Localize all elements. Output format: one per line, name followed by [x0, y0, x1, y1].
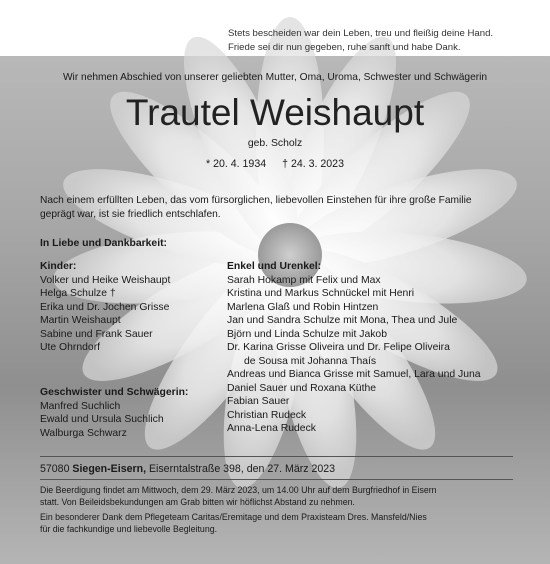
- memorial-verse: [228, 27, 493, 54]
- city: Siegen-Eisern,: [72, 463, 147, 475]
- list-item: Jan und Sandra Schulze mit Mona, Thea und Jule: [227, 315, 458, 326]
- list-item: Sabine und Frank Sauer: [40, 328, 153, 340]
- list-item: Björn und Linda Schulze mit Jakob: [227, 328, 387, 340]
- list-item: Sarah Hokamp mit Felix und Max: [227, 274, 381, 286]
- life-dates: [0, 157, 550, 171]
- children-list: [40, 260, 170, 355]
- list-item: Daniel Sauer und Roxana Küthe: [227, 382, 377, 394]
- divider: [40, 456, 513, 457]
- list-item: Helga Schulze †: [40, 288, 116, 299]
- address-line: [40, 462, 335, 476]
- death-date: † 24. 3. 2023: [282, 158, 344, 170]
- thanks-note: [40, 511, 427, 535]
- list-item: Fabian Sauer: [227, 396, 290, 407]
- verse-line: Stets bescheiden war dein Leben, treu und fleißig deine Hand.: [228, 28, 494, 39]
- divider: [40, 479, 513, 480]
- siblings-list: [40, 386, 188, 440]
- list-item: Christian Rudeck: [227, 409, 307, 421]
- grandchildren-list: [227, 260, 481, 436]
- maiden-name: geb. Scholz: [247, 138, 303, 149]
- postal-code: 57080: [40, 463, 70, 475]
- tribute-line: geprägt war, ist sie friedlich entschlafen.: [40, 209, 221, 220]
- note-line: für die fachkundige und liebevolle Begleitung.: [40, 524, 218, 534]
- deceased-name: Trautel Weishaupt: [125, 92, 425, 133]
- list-item: Andreas und Bianca Grisse mit Samuel, Lara und Juna: [227, 369, 481, 380]
- list-item: Manfred Suchlich: [40, 400, 121, 412]
- list-item: Dr. Karina Grisse Oliveira und Dr. Felipe Oliveira: [227, 342, 450, 353]
- list-item: Erika und Dr. Jochen Grisse: [40, 301, 170, 313]
- grandchildren-heading: Enkel und Urenkel:: [227, 261, 322, 272]
- list-item: Anna-Lena Rudeck: [227, 423, 316, 434]
- list-item: de Sousa mit Johanna Thaís: [244, 355, 377, 367]
- note-line: Ein besonderer Dank dem Pflegeteam Caritas/Eremitage und dem Praxisteam Dres. Mansfeld/Nies: [40, 512, 427, 522]
- note-line: statt. Von Beileidsbekundungen am Grab bitten wir höflichst Abstand zu nehmen.: [40, 497, 355, 507]
- list-item: Martin Weishaupt: [40, 315, 121, 326]
- tribute-line: Nach einem erfüllten Leben, das vom fürsorglichen, liebevollen Einstehen für ihre große Familie: [40, 195, 472, 206]
- birth-date: * 20. 4. 1934: [206, 158, 267, 170]
- tribute-paragraph: [40, 194, 472, 222]
- siblings-heading: Geschwister und Schwägerin:: [40, 387, 189, 398]
- farewell-intro: Wir nehmen Abschied von unserer geliebten Mutter, Oma, Uroma, Schwester und Schwägerin: [62, 72, 488, 83]
- verse-line: Friede sei dir nun gegeben, ruhe sanft und habe Dank.: [228, 41, 461, 53]
- list-item: Volker und Heike Weishaupt: [40, 274, 171, 286]
- children-heading: Kinder:: [40, 261, 77, 272]
- list-item: Ewald und Ursula Suchlich: [40, 414, 164, 425]
- list-item: Walburga Schwarz: [40, 427, 127, 439]
- street-and-date: Eiserntalstraße 398, den 27. März 2023: [148, 463, 336, 475]
- list-item: Marlena Glaß und Robin Hintzen: [227, 301, 379, 313]
- funeral-note: [40, 484, 437, 508]
- love-heading: In Liebe und Dankbarkeit:: [40, 238, 168, 249]
- list-item: Ute Ohrndorf: [40, 342, 101, 353]
- list-item: Kristina und Markus Schnückel mit Henri: [227, 288, 415, 299]
- note-line: Die Beerdigung findet am Mittwoch, dem 29. März 2023, um 14.00 Uhr auf dem Burgfriedhof in Eisern: [40, 485, 437, 495]
